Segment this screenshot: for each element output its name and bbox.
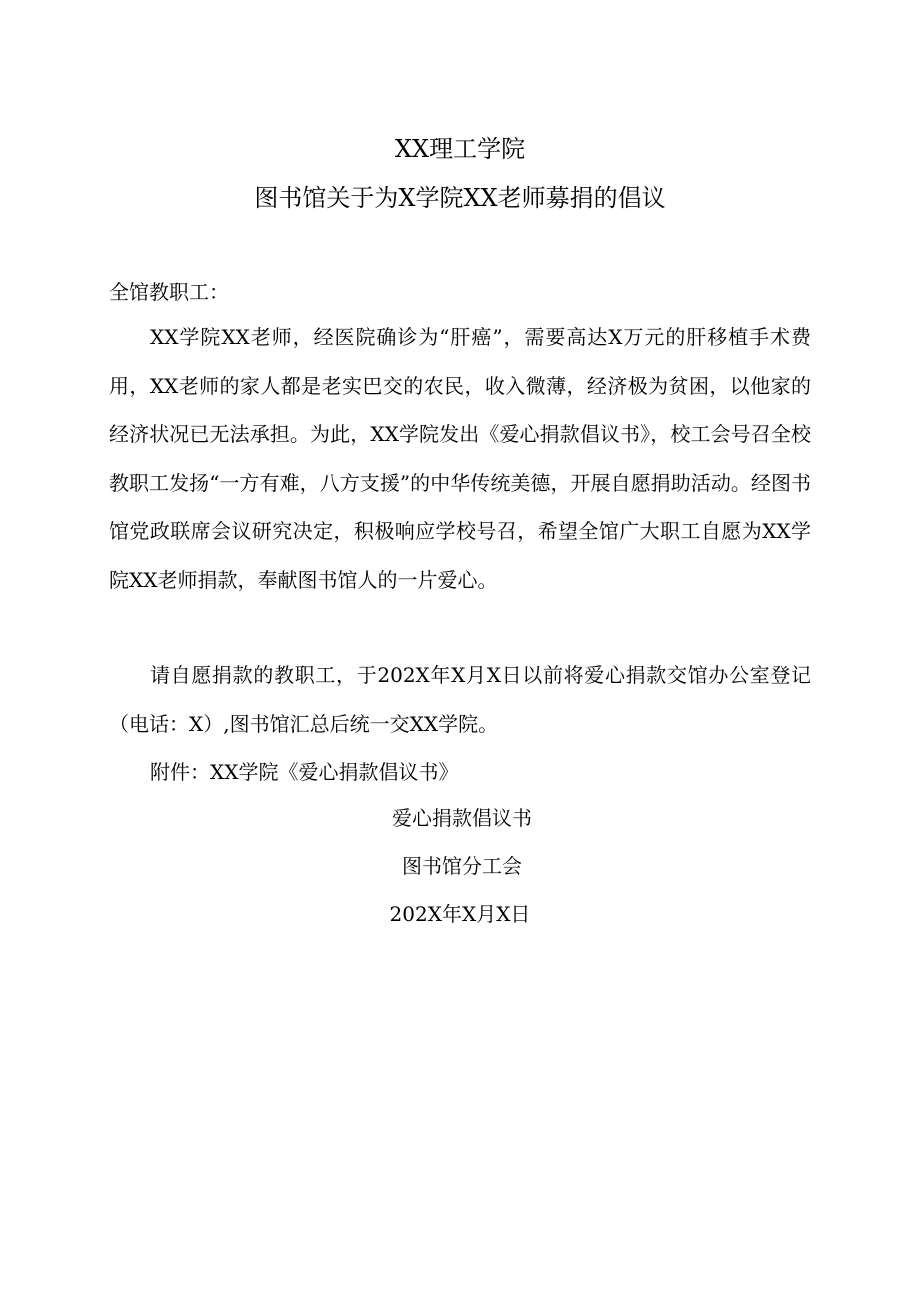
attachment-title: 爱心捐款倡议书 <box>392 806 532 830</box>
document-title: 图书馆关于为X学院XX老师募捐的倡议 <box>254 184 666 212</box>
document-date: 202X年X月X日 <box>389 902 531 926</box>
salutation: 全馆教职工： <box>109 280 229 304</box>
body-paragraph-2: 请自愿捐款的教职工，于202X年X月X日以前将爱心捐款交馆办公室登记（电话：X）,图书馆汇总后统一交XX学院。 <box>109 663 811 736</box>
document-title-institution: XX理工学院 <box>394 135 526 163</box>
body-paragraph-1: XX学院XX老师，经医院确诊为“肝癌”，需要高达X万元的肝移植手术费用，XX老师的家人都是老实巴交的农民，收入微薄，经济极为贫困，以他家的经济状况已无法承担。为此，XX学院发出《爱心捐款倡议书》，校工会号召全校教职工发扬“一方有难，八方支援”的中华传统美德，开展自愿捐助活动。经图书馆党政联席会议研究决定，积极响应学校号召，希望全馆广大职工自愿为XX学院XX老师捐款，奉献图书馆人的一片爱心。 <box>109 325 811 592</box>
signature: 图书馆分工会 <box>402 854 522 878</box>
attachment-note: 附件：XX学院《爱心捐款倡议书》 <box>150 760 459 784</box>
